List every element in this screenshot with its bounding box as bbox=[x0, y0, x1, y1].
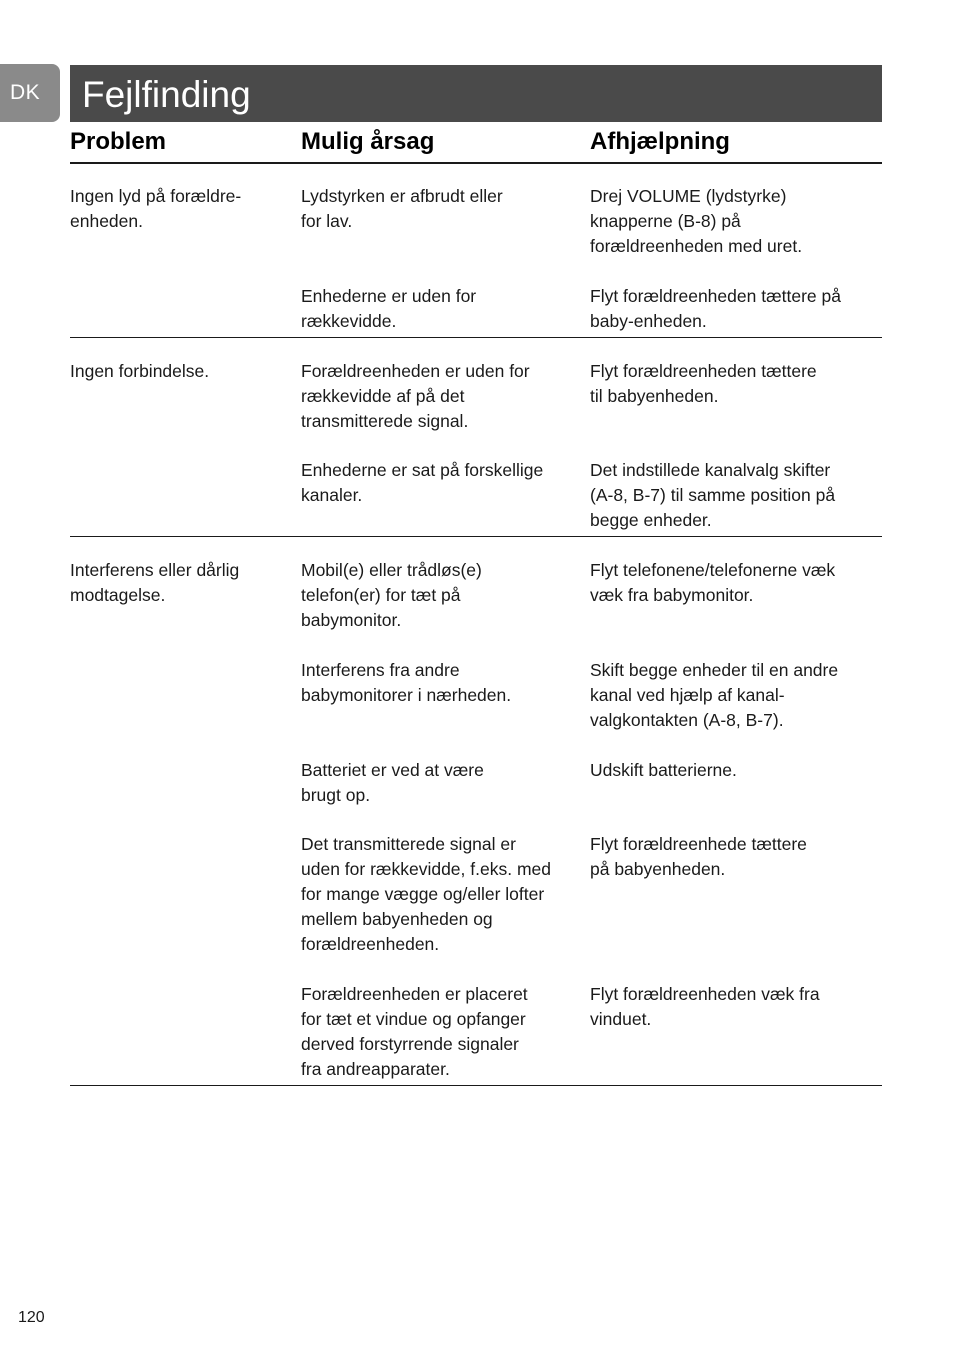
cause-cell: Mobil(e) eller trådløs(e) telefon(er) for tæt på babymonitor. bbox=[301, 560, 482, 630]
page-number: 120 bbox=[18, 1309, 45, 1326]
page-title: Fejlfinding bbox=[70, 65, 882, 122]
cause-cell: Forældreenheden er uden for rækkevidde af på det transmitterede signal. bbox=[301, 361, 530, 431]
remedy-cell: Drej VOLUME (lydstyrke) knapperne (B-8) på forældreenheden med uret. bbox=[590, 186, 803, 256]
header-divider bbox=[70, 162, 882, 164]
remedy-cell: Flyt forældreenheden tættere til babyenheden. bbox=[590, 361, 817, 406]
column-header-cause: Mulig årsag bbox=[301, 128, 435, 155]
row-divider bbox=[70, 536, 882, 537]
cause-cell: Forældreenheden er placeret for tæt et vindue og opfanger derved forstyrrende signaler fra andreapparater. bbox=[301, 984, 528, 1079]
remedy-cell: Flyt telefonene/telefonerne væk væk fra babymonitor. bbox=[590, 560, 836, 605]
remedy-cell: Flyt forældreenhede tættere på babyenheden. bbox=[590, 834, 807, 879]
cause-cell: Lydstyrken er afbrudt eller for lav. bbox=[301, 186, 503, 231]
remedy-cell: Udskift batterierne. bbox=[590, 760, 737, 780]
problem-cell: Ingen forbindelse. bbox=[70, 361, 210, 381]
row-divider bbox=[70, 1085, 882, 1086]
remedy-cell: Flyt forældreenheden væk fra vinduet. bbox=[590, 984, 820, 1029]
column-header-remedy: Afhjælpning bbox=[590, 128, 730, 155]
column-header-problem: Problem bbox=[70, 128, 167, 155]
remedy-cell: Det indstillede kanalvalg skifter (A-8, B-7) til samme position på begge enheder. bbox=[590, 460, 836, 530]
cause-cell: Enhederne er uden for rækkevidde. bbox=[301, 286, 477, 331]
cause-cell: Det transmitterede signal er uden for rækkevidde, f.eks. med for mange vægge og/eller lofter mellem babyenheden og forældreenheden. bbox=[301, 834, 551, 954]
problem-cell: Ingen lyd på forældre- enheden. bbox=[70, 186, 242, 231]
cause-cell: Interferens fra andre babymonitorer i nærheden. bbox=[301, 660, 512, 705]
cause-cell: Batteriet er ved at være brugt op. bbox=[301, 760, 484, 805]
language-tab: DK bbox=[0, 64, 60, 122]
problem-cell: Interferens eller dårlig modtagelse. bbox=[70, 560, 240, 605]
row-divider bbox=[70, 337, 882, 338]
cause-cell: Enhederne er sat på forskellige kanaler. bbox=[301, 460, 544, 505]
remedy-cell: Skift begge enheder til en andre kanal ved hjælp af kanal- valgkontakten (A-8, B-7). bbox=[590, 660, 839, 730]
remedy-cell: Flyt forældreenheden tættere på baby-enheden. bbox=[590, 286, 841, 331]
